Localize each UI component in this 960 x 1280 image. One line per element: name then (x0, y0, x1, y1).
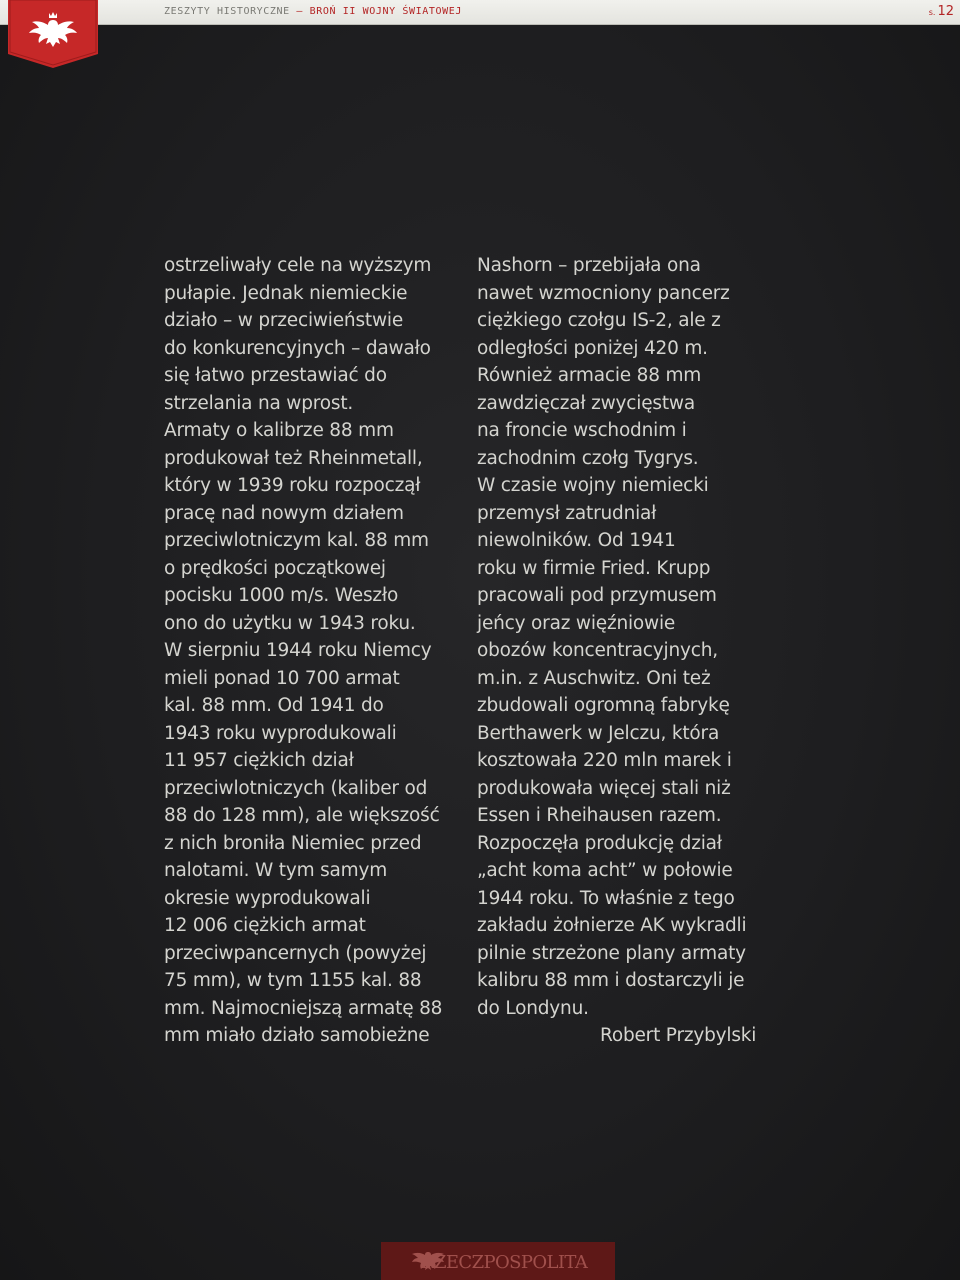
article-line: W czasie wojny niemiecki (477, 475, 709, 496)
footer-logo-text: RZECZPOSPOLITA (421, 1252, 588, 1273)
header-bar (0, 0, 960, 25)
article-line: m.in. z Auschwitz. Oni też (477, 667, 711, 689)
article-line: mm. Najmocniejszą armatę 88 (164, 997, 443, 1019)
article-line: obozów koncentracyjnych, (477, 640, 718, 661)
article-line: kalibru 88 mm i dostarczyli je (477, 970, 745, 991)
section-title: BROŃ II WOJNY ŚWIATOWEJ (309, 6, 462, 17)
article-line: 11 957 ciężkich dział (164, 750, 354, 771)
article-line: jeńcy oraz więźniowie (477, 612, 676, 634)
article-line: pilnie strzeżone plany armaty (477, 942, 746, 964)
article-line: zawdzięczał zwycięstwa (477, 392, 695, 414)
article-line: przeciwpancernych (powyżej (164, 942, 427, 964)
article-line: ostrzeliwały cele na wyższym (164, 255, 432, 276)
eagle-emblem[interactable] (8, 0, 98, 68)
article-line: nawet wzmocniony pancerz (477, 282, 730, 304)
article-line: Essen i Rheihausen razem. (477, 805, 722, 826)
article-line: roku w firmie Fried. Krupp (477, 557, 711, 579)
article-line: okresie wyprodukowali (164, 887, 371, 909)
article-line: zakładu żołnierze AK wykradli (477, 915, 747, 936)
article-line: 1944 roku. To właśnie z tego (477, 887, 735, 909)
article-line: Rozpoczęła produkcję dział (477, 832, 722, 854)
article-line: pocisku 1000 m/s. Weszło (164, 585, 399, 606)
article-line: Berthawerk w Jelczu, która (477, 722, 720, 744)
article-line: odległości poniżej 420 m. (477, 337, 708, 359)
article-line: produkował też Rheinmetall, (164, 447, 423, 469)
article-line: działo – w przeciwieństwie (164, 310, 404, 331)
article-right-column (477, 252, 777, 1022)
article-line: Również armacie 88 mm (477, 365, 702, 386)
article-line: pracę nad nowym działem (164, 502, 404, 524)
article-line: kosztowała 220 mln marek i (477, 750, 732, 771)
article-line: na froncie wschodnim i (477, 420, 687, 441)
series-title: ZESZYTY HISTORYCZNE (164, 6, 290, 17)
article-line: z nich broniła Niemiec przed (164, 832, 422, 854)
article-line: do konkurencyjnych – dawało (164, 337, 431, 359)
article-line: 88 do 128 mm), ale większość (164, 805, 440, 826)
page-number-value: 12 (937, 4, 954, 19)
page-number-prefix: s. (928, 8, 936, 17)
article-line: mm miało działo samobieżne (164, 1025, 430, 1046)
article-line: mieli ponad 10 700 armat (164, 667, 400, 689)
article-line: nalotami. W tym samym (164, 860, 388, 881)
article-line: kal. 88 mm. Od 1941 do (164, 695, 384, 716)
page-number (929, 4, 954, 19)
article-line: o prędkości początkowej (164, 557, 386, 579)
article-line: się łatwo przestawiać do (164, 365, 387, 386)
article-line: pułapie. Jednak niemieckie (164, 282, 408, 304)
article-line: ciężkiego czołgu IS-2, ale z (477, 310, 721, 331)
article-line: 12 006 ciężkich armat (164, 915, 366, 936)
title-separator: – (296, 6, 304, 17)
article-line: 1943 roku wyprodukowali (164, 722, 397, 744)
article-line: przeciwlotniczych (kaliber od (164, 777, 428, 799)
article-line: Nashorn – przebijała ona (477, 255, 701, 276)
article-line: który w 1939 roku rozpoczął (164, 475, 421, 496)
article-line: strzelania na wprost. (164, 392, 354, 414)
author-signature: Robert Przybylski (600, 1025, 757, 1046)
article-line: pracowali pod przymusem (477, 585, 717, 606)
article-line: 75 mm), w tym 1155 kal. 88 (164, 970, 422, 991)
article-line: do Londynu. (477, 997, 589, 1019)
article-line: produkowała więcej stali niż (477, 777, 731, 799)
footer-logo[interactable] (381, 1242, 615, 1280)
article-left-column (164, 252, 454, 1050)
article-line: zbudowali ogromną fabrykę (477, 695, 730, 716)
header-title (164, 6, 462, 17)
eagle-icon (8, 0, 98, 68)
article-line: niewolników. Od 1941 (477, 530, 676, 551)
article-line: Armaty o kalibrze 88 mm (164, 420, 394, 441)
article-line: W sierpniu 1944 roku Niemcy (164, 640, 432, 661)
article-line: „acht koma acht” w połowie (477, 860, 733, 881)
article-line: przemysł zatrudniał (477, 502, 657, 524)
article-line: ono do użytku w 1943 roku. (164, 612, 416, 634)
article-line: przeciwlotniczym kal. 88 mm (164, 530, 429, 551)
article-line: zachodnim czołg Tygrys. (477, 447, 699, 469)
